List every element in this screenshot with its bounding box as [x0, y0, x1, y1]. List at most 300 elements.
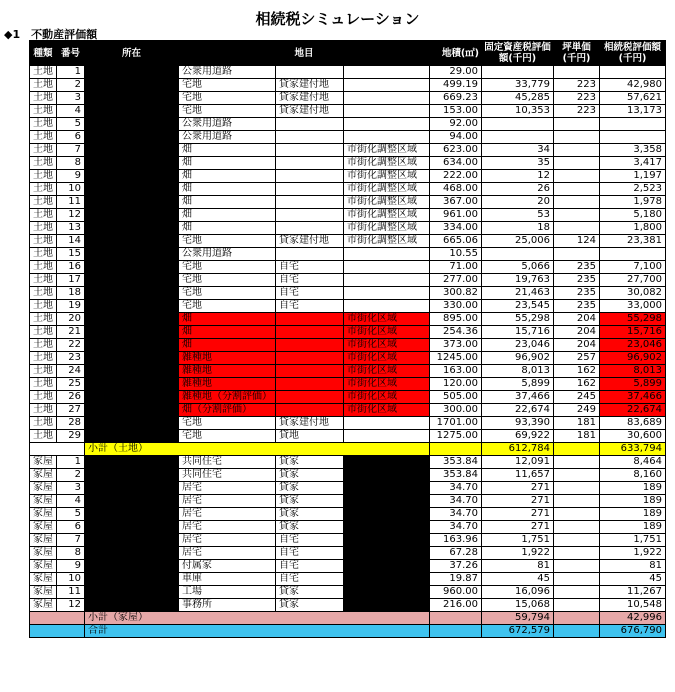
tsubo-cell — [554, 196, 600, 209]
fixed-value-cell: 22,674 — [482, 404, 554, 417]
chimoku-cell: 雑種地 — [179, 365, 276, 378]
kind-cell: 土地 — [30, 144, 57, 157]
chimoku-cell: 畑 — [179, 313, 276, 326]
location-cell-redacted — [85, 261, 179, 274]
kind-cell: 家屋 — [30, 456, 57, 469]
inherit-value-cell: 83,689 — [600, 417, 666, 430]
number-cell: 8 — [57, 547, 85, 560]
chimoku-cell: 居宅 — [179, 547, 276, 560]
use-cell: 自宅 — [276, 274, 344, 287]
area-type-cell: 市街化区域 — [344, 339, 430, 352]
inherit-value-cell: 189 — [600, 508, 666, 521]
area-type-cell — [344, 92, 430, 105]
chimoku-cell: 宅地 — [179, 79, 276, 92]
location-cell-redacted — [85, 521, 179, 534]
chimoku-cell: 共同住宅 — [179, 469, 276, 482]
area-type-cell — [344, 248, 430, 261]
table-row — [30, 300, 666, 313]
area-cell: 895.00 — [430, 313, 482, 326]
table-row — [30, 560, 666, 573]
land-subtotal — [30, 443, 666, 456]
kind-cell: 家屋 — [30, 547, 57, 560]
redacted-cell — [344, 482, 430, 495]
header-chimoku: 地目 — [179, 41, 430, 66]
kind-cell: 土地 — [30, 365, 57, 378]
chimoku-cell: 居宅 — [179, 508, 276, 521]
table-row — [30, 378, 666, 391]
inherit-value-cell: 5,899 — [600, 378, 666, 391]
location-cell-redacted — [85, 118, 179, 131]
area-cell: 163.00 — [430, 365, 482, 378]
inherit-value-cell: 7,100 — [600, 261, 666, 274]
chimoku-cell: 宅地 — [179, 430, 276, 443]
number-cell: 18 — [57, 287, 85, 300]
number-cell: 9 — [57, 170, 85, 183]
number-cell: 2 — [57, 79, 85, 92]
area-type-cell: 市街化調整区域 — [344, 209, 430, 222]
area-cell: 367.00 — [430, 196, 482, 209]
kind-cell: 土地 — [30, 352, 57, 365]
tsubo-cell: 162 — [554, 365, 600, 378]
kind-cell: 土地 — [30, 313, 57, 326]
number-cell: 4 — [57, 105, 85, 118]
table-row — [30, 209, 666, 222]
house-subtotal-label: 小計（家屋） — [85, 612, 430, 625]
fixed-value-cell: 53 — [482, 209, 554, 222]
fixed-value-cell: 55,298 — [482, 313, 554, 326]
table-row — [30, 248, 666, 261]
fixed-value-cell: 21,463 — [482, 287, 554, 300]
area-type-cell — [344, 287, 430, 300]
tsubo-cell — [554, 131, 600, 144]
redacted-cell — [344, 573, 430, 586]
use-cell: 貸家 — [276, 482, 344, 495]
house-subtotal-row — [30, 612, 666, 625]
location-cell-redacted — [85, 573, 179, 586]
kind-cell: 土地 — [30, 66, 57, 79]
inherit-value-cell: 13,173 — [600, 105, 666, 118]
area-type-cell: 市街化調整区域 — [344, 222, 430, 235]
chimoku-cell: 居宅 — [179, 482, 276, 495]
chimoku-cell: 居宅 — [179, 521, 276, 534]
tsubo-cell — [554, 586, 600, 599]
use-cell: 自宅 — [276, 534, 344, 547]
tsubo-cell: 223 — [554, 92, 600, 105]
area-cell: 665.06 — [430, 235, 482, 248]
chimoku-cell: 公衆用道路 — [179, 118, 276, 131]
chimoku-cell: 畑 — [179, 222, 276, 235]
use-cell: 貸家 — [276, 521, 344, 534]
area-cell: 92.00 — [430, 118, 482, 131]
kind-cell: 土地 — [30, 170, 57, 183]
tsubo-cell: 204 — [554, 326, 600, 339]
number-cell: 6 — [57, 131, 85, 144]
header-number: 番号 — [57, 41, 85, 66]
use-cell — [276, 183, 344, 196]
fixed-value-cell: 23,545 — [482, 300, 554, 313]
area-cell: 499.19 — [430, 79, 482, 92]
table-row — [30, 404, 666, 417]
area-type-cell — [344, 430, 430, 443]
number-cell: 15 — [57, 248, 85, 261]
area-type-cell — [344, 118, 430, 131]
grand-total-row — [30, 625, 666, 638]
header-tsubo: 坪単価(千円) — [554, 41, 600, 66]
use-cell: 貸家建付地 — [276, 105, 344, 118]
number-cell: 6 — [57, 521, 85, 534]
area-cell: 67.28 — [430, 547, 482, 560]
kind-cell: 家屋 — [30, 573, 57, 586]
fixed-value-cell: 12,091 — [482, 456, 554, 469]
tsubo-cell — [554, 547, 600, 560]
area-cell: 353.84 — [430, 456, 482, 469]
kind-cell: 土地 — [30, 118, 57, 131]
fixed-value-cell: 271 — [482, 495, 554, 508]
chimoku-cell: 居宅 — [179, 534, 276, 547]
inherit-value-cell: 1,922 — [600, 547, 666, 560]
location-cell-redacted — [85, 534, 179, 547]
number-cell: 26 — [57, 391, 85, 404]
area-cell: 37.26 — [430, 560, 482, 573]
table-row — [30, 105, 666, 118]
redacted-cell — [344, 495, 430, 508]
kind-cell: 土地 — [30, 222, 57, 235]
inherit-value-cell: 15,716 — [600, 326, 666, 339]
kind-cell: 土地 — [30, 326, 57, 339]
number-cell: 21 — [57, 326, 85, 339]
number-cell: 3 — [57, 482, 85, 495]
tsubo-cell — [554, 482, 600, 495]
chimoku-cell: 畑 — [179, 157, 276, 170]
location-cell-redacted — [85, 248, 179, 261]
fixed-value-cell: 271 — [482, 521, 554, 534]
area-cell: 222.00 — [430, 170, 482, 183]
tsubo-cell — [554, 66, 600, 79]
kind-cell: 土地 — [30, 183, 57, 196]
number-cell: 1 — [57, 456, 85, 469]
table-row — [30, 599, 666, 612]
area-type-cell — [344, 261, 430, 274]
chimoku-cell: 雑種地（分割評価） — [179, 391, 276, 404]
table-row — [30, 469, 666, 482]
number-cell: 11 — [57, 196, 85, 209]
tsubo-cell: 223 — [554, 105, 600, 118]
number-cell: 25 — [57, 378, 85, 391]
table-row — [30, 482, 666, 495]
location-cell-redacted — [85, 300, 179, 313]
use-cell — [276, 339, 344, 352]
inherit-value-cell: 45 — [600, 573, 666, 586]
use-cell — [276, 131, 344, 144]
use-cell: 自宅 — [276, 287, 344, 300]
chimoku-cell: 雑種地 — [179, 378, 276, 391]
use-cell — [276, 196, 344, 209]
location-cell-redacted — [85, 352, 179, 365]
tsubo-cell — [554, 521, 600, 534]
land-subtotal-inherit: 633,794 — [600, 443, 666, 456]
number-cell: 12 — [57, 599, 85, 612]
kind-cell: 土地 — [30, 274, 57, 287]
totals — [30, 612, 666, 638]
tsubo-cell: 249 — [554, 404, 600, 417]
table-row — [30, 79, 666, 92]
location-cell-redacted — [85, 144, 179, 157]
fixed-value-cell: 15,068 — [482, 599, 554, 612]
location-cell-redacted — [85, 222, 179, 235]
location-cell-redacted — [85, 430, 179, 443]
tsubo-cell — [554, 495, 600, 508]
location-cell-redacted — [85, 391, 179, 404]
fixed-value-cell: 1,922 — [482, 547, 554, 560]
inherit-value-cell: 189 — [600, 482, 666, 495]
table-row — [30, 573, 666, 586]
area-type-cell: 市街化調整区域 — [344, 170, 430, 183]
tsubo-cell — [554, 534, 600, 547]
inherit-value-cell: 81 — [600, 560, 666, 573]
inherit-value-cell: 55,298 — [600, 313, 666, 326]
area-type-cell — [344, 131, 430, 144]
fixed-value-cell: 93,390 — [482, 417, 554, 430]
tsubo-cell — [554, 222, 600, 235]
kind-cell: 土地 — [30, 430, 57, 443]
house-subtotal-fixed: 59,794 — [482, 612, 554, 625]
kind-cell: 土地 — [30, 404, 57, 417]
area-cell: 216.00 — [430, 599, 482, 612]
fixed-value-cell: 5,066 — [482, 261, 554, 274]
tsubo-cell — [554, 573, 600, 586]
area-type-cell — [344, 300, 430, 313]
area-cell: 34.70 — [430, 482, 482, 495]
tsubo-cell — [554, 209, 600, 222]
area-type-cell: 市街化区域 — [344, 365, 430, 378]
inherit-value-cell: 33,000 — [600, 300, 666, 313]
location-cell-redacted — [85, 326, 179, 339]
kind-cell: 土地 — [30, 209, 57, 222]
inherit-value-cell: 3,417 — [600, 157, 666, 170]
kind-cell: 土地 — [30, 92, 57, 105]
location-cell-redacted — [85, 157, 179, 170]
fixed-value-cell: 271 — [482, 482, 554, 495]
house-rows — [30, 456, 666, 612]
use-cell — [276, 157, 344, 170]
table-row — [30, 222, 666, 235]
kind-cell: 家屋 — [30, 560, 57, 573]
inherit-value-cell: 23,381 — [600, 235, 666, 248]
area-type-cell: 市街化調整区域 — [344, 235, 430, 248]
location-cell-redacted — [85, 365, 179, 378]
land-subtotal-row — [30, 443, 666, 456]
chimoku-cell: 付属家 — [179, 560, 276, 573]
kind-cell: 土地 — [30, 196, 57, 209]
area-type-cell: 市街化区域 — [344, 326, 430, 339]
redacted-cell — [344, 521, 430, 534]
page-title: 相続税シミュレーション — [255, 10, 420, 28]
section-heading: ◆1 不動産評価額 — [4, 28, 98, 41]
fixed-value-cell: 33,779 — [482, 79, 554, 92]
fixed-value-cell: 1,751 — [482, 534, 554, 547]
use-cell — [276, 404, 344, 417]
inherit-value-cell: 3,358 — [600, 144, 666, 157]
area-type-cell: 市街化区域 — [344, 404, 430, 417]
area-type-cell: 市街化区域 — [344, 313, 430, 326]
use-cell — [276, 378, 344, 391]
fixed-value-cell: 8,013 — [482, 365, 554, 378]
location-cell-redacted — [85, 417, 179, 430]
kind-cell: 土地 — [30, 105, 57, 118]
inherit-value-cell: 189 — [600, 495, 666, 508]
table-row — [30, 495, 666, 508]
table-row — [30, 235, 666, 248]
area-cell: 300.00 — [430, 404, 482, 417]
house-subtotal-inherit: 42,996 — [600, 612, 666, 625]
tsubo-cell: 162 — [554, 378, 600, 391]
tsubo-cell: 235 — [554, 261, 600, 274]
chimoku-cell: 畑 — [179, 326, 276, 339]
table-row — [30, 365, 666, 378]
tsubo-cell — [554, 183, 600, 196]
chimoku-cell: 公衆用道路 — [179, 66, 276, 79]
number-cell: 16 — [57, 261, 85, 274]
use-cell: 貸家建付地 — [276, 235, 344, 248]
chimoku-cell: 宅地 — [179, 92, 276, 105]
table-row — [30, 547, 666, 560]
table-row — [30, 534, 666, 547]
table-row — [30, 66, 666, 79]
area-cell: 153.00 — [430, 105, 482, 118]
number-cell: 2 — [57, 469, 85, 482]
chimoku-cell: 宅地 — [179, 417, 276, 430]
redacted-cell — [344, 547, 430, 560]
area-type-cell: 市街化調整区域 — [344, 144, 430, 157]
inherit-value-cell: 22,674 — [600, 404, 666, 417]
area-type-cell — [344, 66, 430, 79]
area-cell: 634.00 — [430, 157, 482, 170]
use-cell — [276, 248, 344, 261]
kind-cell: 土地 — [30, 339, 57, 352]
chimoku-cell: 居宅 — [179, 495, 276, 508]
number-cell: 24 — [57, 365, 85, 378]
fixed-value-cell — [482, 66, 554, 79]
property-valuation-table — [29, 40, 666, 638]
table-row — [30, 326, 666, 339]
area-cell: 468.00 — [430, 183, 482, 196]
area-cell: 505.00 — [430, 391, 482, 404]
inherit-value-cell: 2,523 — [600, 183, 666, 196]
tsubo-cell: 181 — [554, 417, 600, 430]
location-cell-redacted — [85, 599, 179, 612]
use-cell: 貸家 — [276, 599, 344, 612]
table-row — [30, 274, 666, 287]
number-cell: 4 — [57, 495, 85, 508]
area-cell: 29.00 — [430, 66, 482, 79]
use-cell: 貸地 — [276, 430, 344, 443]
use-cell — [276, 391, 344, 404]
fixed-value-cell: 12 — [482, 170, 554, 183]
fixed-value-cell: 34 — [482, 144, 554, 157]
number-cell: 22 — [57, 339, 85, 352]
number-cell: 28 — [57, 417, 85, 430]
number-cell: 14 — [57, 235, 85, 248]
tsubo-cell: 204 — [554, 313, 600, 326]
tsubo-cell: 223 — [554, 79, 600, 92]
tsubo-cell — [554, 170, 600, 183]
inherit-value-cell — [600, 66, 666, 79]
number-cell: 7 — [57, 144, 85, 157]
redacted-cell — [344, 599, 430, 612]
kind-cell: 土地 — [30, 79, 57, 92]
chimoku-cell: 畑 — [179, 170, 276, 183]
table-row — [30, 430, 666, 443]
use-cell: 自宅 — [276, 573, 344, 586]
table-row — [30, 352, 666, 365]
location-cell-redacted — [85, 482, 179, 495]
table-row — [30, 183, 666, 196]
redacted-cell — [344, 469, 430, 482]
fixed-value-cell: 271 — [482, 508, 554, 521]
inherit-value-cell: 30,082 — [600, 287, 666, 300]
number-cell: 17 — [57, 274, 85, 287]
area-cell: 623.00 — [430, 144, 482, 157]
area-cell: 254.36 — [430, 326, 482, 339]
kind-cell: 土地 — [30, 235, 57, 248]
area-cell: 10.55 — [430, 248, 482, 261]
fixed-value-cell: 15,716 — [482, 326, 554, 339]
inherit-value-cell: 57,621 — [600, 92, 666, 105]
number-cell: 10 — [57, 183, 85, 196]
area-cell: 669.23 — [430, 92, 482, 105]
inherit-value-cell — [600, 118, 666, 131]
chimoku-cell: 畑 — [179, 339, 276, 352]
tsubo-cell — [554, 144, 600, 157]
area-cell: 19.87 — [430, 573, 482, 586]
inherit-value-cell: 27,700 — [600, 274, 666, 287]
use-cell — [276, 313, 344, 326]
number-cell: 19 — [57, 300, 85, 313]
use-cell — [276, 326, 344, 339]
number-cell: 11 — [57, 586, 85, 599]
use-cell: 貸家建付地 — [276, 79, 344, 92]
use-cell: 貸家 — [276, 495, 344, 508]
location-cell-redacted — [85, 378, 179, 391]
kind-cell: 家屋 — [30, 586, 57, 599]
location-cell-redacted — [85, 339, 179, 352]
location-cell-redacted — [85, 508, 179, 521]
land-subtotal-fixed: 612,784 — [482, 443, 554, 456]
tsubo-cell — [554, 508, 600, 521]
chimoku-cell: 車庫 — [179, 573, 276, 586]
chimoku-cell: 公衆用道路 — [179, 248, 276, 261]
redacted-cell — [344, 560, 430, 573]
table-row — [30, 261, 666, 274]
area-cell: 34.70 — [430, 495, 482, 508]
chimoku-cell: 宅地 — [179, 235, 276, 248]
use-cell: 貸家 — [276, 508, 344, 521]
kind-cell: 家屋 — [30, 482, 57, 495]
number-cell: 5 — [57, 118, 85, 131]
kind-cell: 土地 — [30, 131, 57, 144]
kind-cell: 家屋 — [30, 495, 57, 508]
area-cell: 1275.00 — [430, 430, 482, 443]
number-cell: 9 — [57, 560, 85, 573]
inherit-value-cell: 8,013 — [600, 365, 666, 378]
fixed-value-cell: 35 — [482, 157, 554, 170]
fixed-value-cell — [482, 131, 554, 144]
kind-cell: 家屋 — [30, 469, 57, 482]
table-row — [30, 313, 666, 326]
table-row — [30, 131, 666, 144]
area-cell: 34.70 — [430, 521, 482, 534]
grand-total-inherit: 676,790 — [600, 625, 666, 638]
